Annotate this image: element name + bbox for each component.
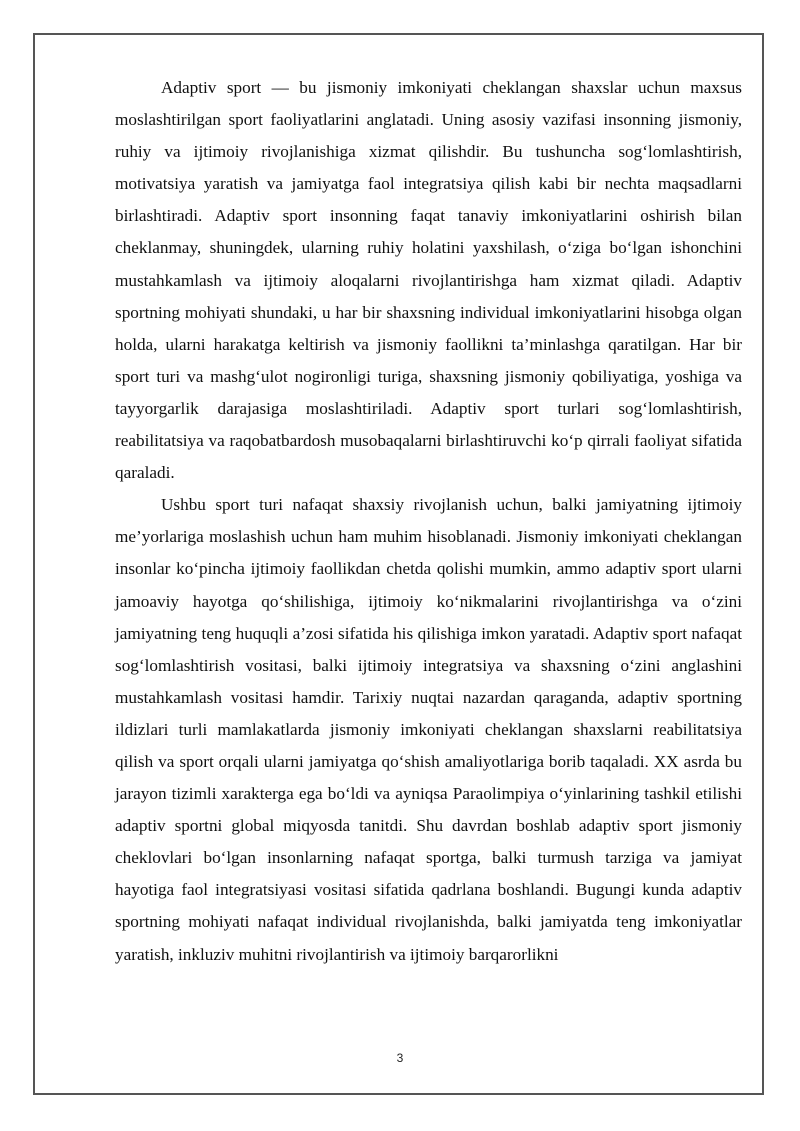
- paragraph-2: Ushbu sport turi nafaqat shaxsiy rivojlanish uchun, balki jamiyatning ijtimoiy me’yorlariga moslashish uchun ham muhim hisoblanadi. Jismoniy imkoniyati cheklangan insonlar ko‘pincha ijtimoiy faollikdan chetda qolishi mumkin, ammo adaptiv sport ularni jamoaviy hayotga qo‘shilishiga, ijtimoiy ko‘nikmalarini rivojlantirishga va o‘zini jamiyatning teng huquqli a’zosi sifatida his qilishiga imkon yaratadi. Adaptiv sport nafaqat sog‘lomlashtirish vositasi, balki ijtimoiy integratsiya va shaxsning o‘zini anglashini mustahkamlash vositasi hamdir. Tarixiy nuqtai nazardan qaraganda, adaptiv sportning ildizlari turli mamlakatlarda jismoniy imkoniyati cheklangan shaxslarni reabilitatsiya qilish va sport orqali ularni jamiyatga qo‘shish amaliyotlariga borib taqaladi. XX asrda bu jarayon tizimli xarakterga ega bo‘ldi va ayniqsa Paraolimpiya o‘yinlarining tashkil etilishi adaptiv sportni global miqyosda tanitdi. Shu davrdan boshlab adaptiv sport jismoniy cheklovlari bo‘lgan insonlarning nafaqat sportga, balki turmush tarziga va jamiyat hayotiga faol integratsiyasi vositasi sifatida qadrlana boshlandi. Bugungi kunda adaptiv sportning mohiyati nafaqat individual rivojlanishda, balki jamiyatda teng imkoniyatlar yaratish, inkluziv muhitni rivojlantirish va ijtimoiy barqarorlikni: [115, 495, 742, 964]
- paragraph-1: Adaptiv sport — bu jismoniy imkoniyati cheklangan shaxslar uchun maxsus moslashtirilgan sport faoliyatlarini anglatadi. Uning asosiy vazifasi insonning jismoniy, ruhiy va ijtimoiy rivojlanishiga xizmat qilishdir. Bu tushuncha sog‘lomlashtirish, motivatsiya yaratish va jamiyatga faol integratsiya qilish kabi bir nechta maqsadlarni birlashtiradi. Adaptiv sport insonning faqat tanaviy imkoniyatlarini oshirish bilan cheklanmay, shuningdek, ularning ruhiy holatini yaxshilash, o‘ziga bo‘lgan ishonchini mustahkamlash va ijtimoiy aloqalarni rivojlantirishga ham xizmat qiladi. Adaptiv sportning mohiyati shundaki, u har bir shaxsning individual imkoniyatlarini hisobga olgan holda, ularni harakatga keltirish va jismoniy faollikni ta’minlashga qaratilgan. Har bir sport turi va mashg‘ulot nogironligi turiga, shaxsning jismoniy qobiliyatiga, yoshiga va tayyorgarlik darajasiga moslashtiriladi. Adaptiv sport turlari sog‘lomlashtirish, reabilitatsiya va raqobatbardosh musobaqalarni birlashtiruvchi ko‘p qirrali faoliyat sifatida qaraladi.: [115, 78, 742, 483]
- document-body: [115, 72, 742, 971]
- page-number: 3: [396, 1051, 404, 1065]
